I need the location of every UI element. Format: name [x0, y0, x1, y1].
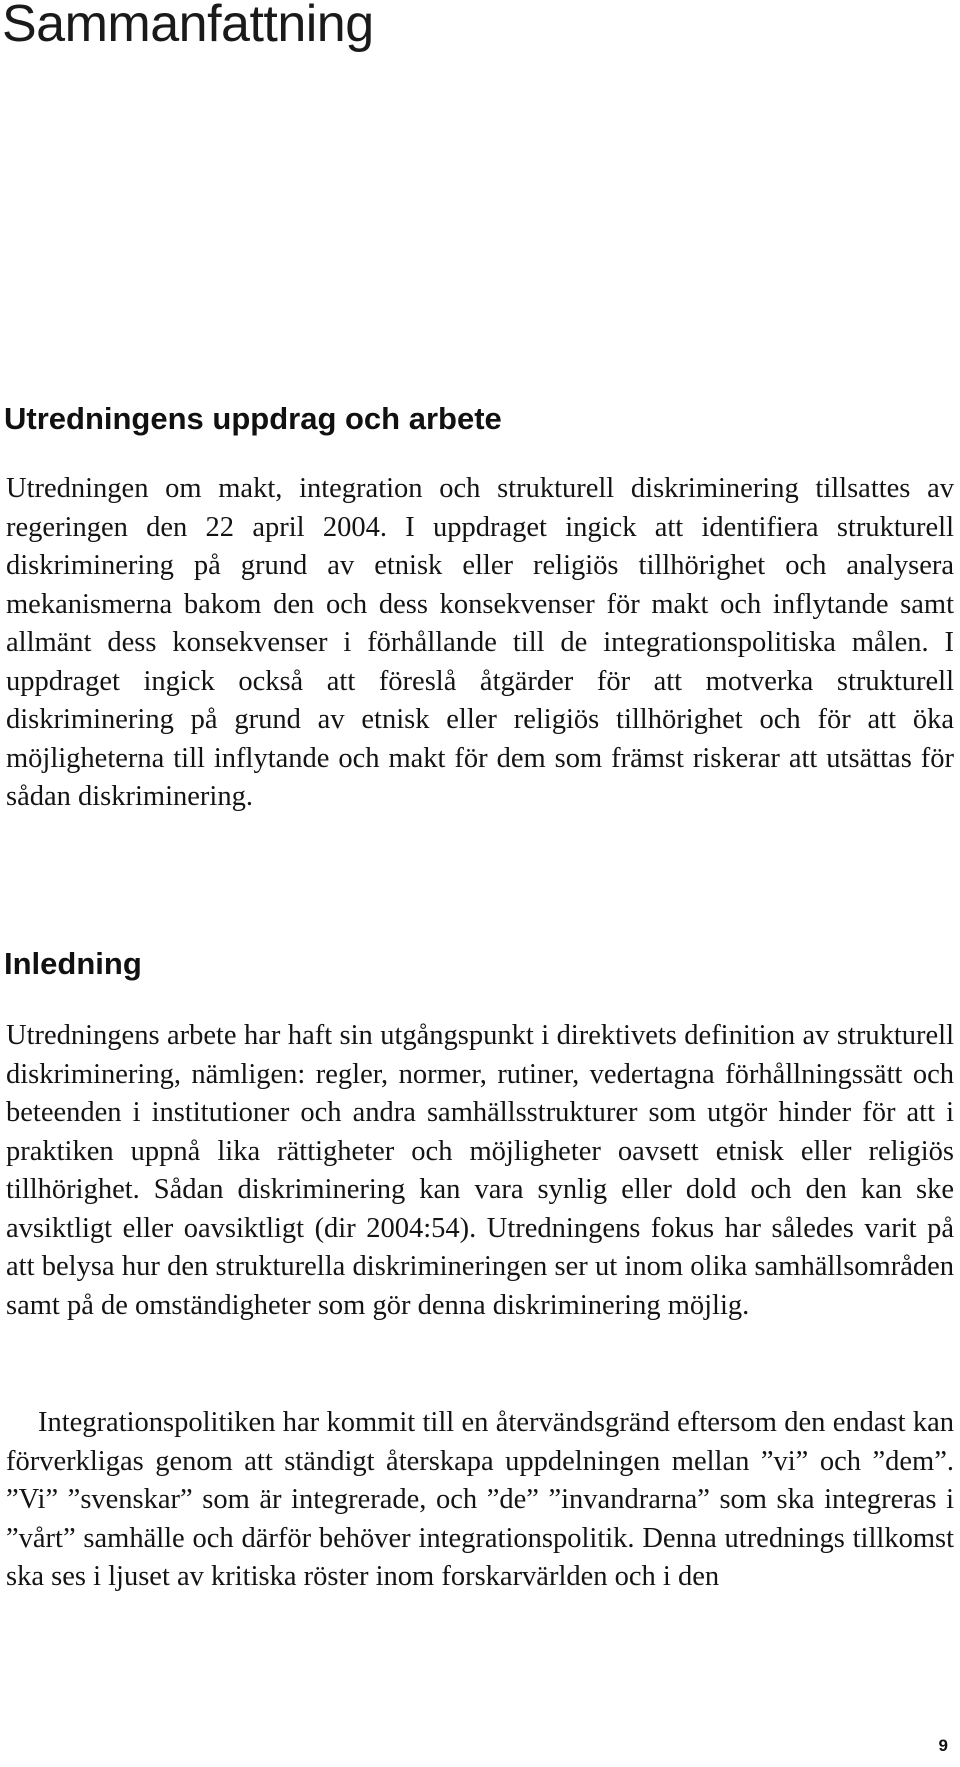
chapter-title: Sammanfattning — [2, 0, 374, 53]
page-number: 9 — [938, 1736, 948, 1755]
section-heading-uppdrag: Utredningens uppdrag och arbete — [4, 401, 502, 436]
section-heading-inledning: Inledning — [4, 946, 142, 981]
paragraph-inledning-2: Integrationspolitiken har kommit till en återvändsgränd eftersom den endast kan förverkligas genom att ständigt återskapa uppdelningen mellan ”vi” och ”dem”. ”Vi” ”svenskar” som är integrerade, och ”de” ”invandrarna” som ska integreras i ”vårt” samhälle och därför behöver integrationspolitik. Denna utrednings tillkomst ska ses i ljuset av kritiska röster inom forskarvärlden och i den — [6, 1407, 954, 1592]
paragraph-uppdrag: Utredningen om makt, integration och strukturell diskriminering tillsattes av regeringen den 22 april 2004. I uppdraget ingick att identifiera strukturell diskriminering på grund av etnisk eller religiös tillhörighet och analysera mekanismerna bakom den och dess konsekvenser för makt och inflytande samt allmänt dess konsekvenser i förhållande till de integrationspolitiska målen. I uppdraget ingick också att föreslå åtgärder för att motverka strukturell diskriminering på grund av etnisk eller religiös tillhörighet och för att öka möjligheterna till inflytande och makt för dem som främst riskerar att utsättas för sådan diskriminering. — [6, 473, 954, 812]
paragraph-inledning-1: Utredningens arbete har haft sin utgångspunkt i direktivets definition av strukturell diskriminering, nämligen: regler, normer, rutiner, vedertagna förhållningssätt och beteenden i institutioner och andra samhällsstrukturer som utgör hinder för att i praktiken uppnå lika rättigheter och möjligheter oavsett etnisk eller religiös tillhörighet. Sådan diskriminering kan vara synlig eller dold och den kan ske avsiktligt eller oavsiktligt (dir 2004:54). Utredningens fokus har således varit på att belysa hur den strukturella diskrimineringen ser ut inom olika samhällsområden samt på de omständigheter som gör denna diskriminering möjlig. — [6, 1020, 954, 1321]
